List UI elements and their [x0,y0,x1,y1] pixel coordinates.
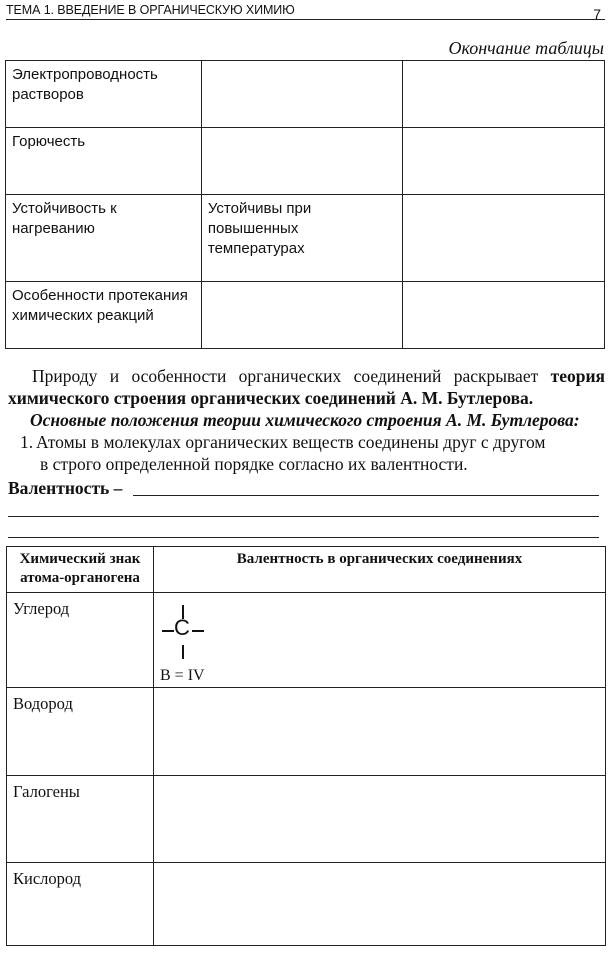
theory-point-1 [8,431,605,475]
property-cell: Устойчивость к нагреванию [6,195,202,282]
organic-cell [402,195,604,282]
table-row [6,128,605,195]
organic-cell [402,128,604,195]
header-element-symbol: Химический знак атома-органогена [7,547,154,593]
table-row [7,863,606,946]
property-cell: Горючесть [6,128,202,195]
properties-table [5,60,605,349]
valence-value: В = IV [160,667,205,684]
table-row [6,195,605,282]
table-caption: Окончание таблицы [448,38,604,58]
table-row [6,61,605,128]
point-line-2: в строго определенной порядке согласно их валентности. [40,454,468,474]
table-row [7,593,606,688]
table-header-row [7,547,606,593]
organic-cell [402,282,604,349]
bond-right [192,630,204,632]
valence-label: Валентность – [8,478,123,498]
intro-text: Природу и особенности органических соединений раскрывает [32,366,551,386]
table-row [7,688,606,776]
element-cell: Кислород [7,863,154,946]
inorganic-cell [201,282,402,349]
property-cell: Электропроводность растворов [6,61,202,128]
valence-cell [154,593,606,688]
carbon-atom: C [174,615,190,640]
theory-name: теория химического строения органических соединений А. М. Бутлерова. [8,366,605,408]
answer-line-3[interactable] [8,537,599,538]
property-cell: Особенности протекания химических реакций [6,282,202,349]
element-cell: Галогены [7,776,154,863]
bond-left [162,630,174,632]
page-number: 7 [593,6,601,22]
inorganic-cell [201,61,402,128]
intro-paragraph [8,365,605,409]
answer-line-1[interactable] [133,495,599,496]
valence-cell [154,863,606,946]
element-cell: Водород [7,688,154,776]
theory-points-heading: Основные положения теории химического строения А. М. Бутлерова: [30,410,580,430]
element-cell: Углерод [7,593,154,688]
valence-cell [154,688,606,776]
table-row [7,776,606,863]
valence-cell [154,776,606,863]
bond-bottom [182,645,184,659]
page-header-topic: ТЕМА 1. ВВЕДЕНИЕ В ОРГАНИЧЕСКУЮ ХИМИЮ [6,3,295,17]
inorganic-cell: Устойчивы при повышенных температурах [201,195,402,282]
table-row [6,282,605,349]
inorganic-cell [201,128,402,195]
carbon-structure-diagram [160,599,250,684]
point-line-1: Атомы в молекулах органических веществ соединены друг с другом [36,432,546,452]
organic-cell [402,61,604,128]
answer-line-2[interactable] [8,516,599,517]
valence-table [6,546,606,946]
header-valence: Валентность в органических соединениях [154,547,606,593]
point-number: 1. [20,432,34,452]
header-divider [6,19,605,20]
